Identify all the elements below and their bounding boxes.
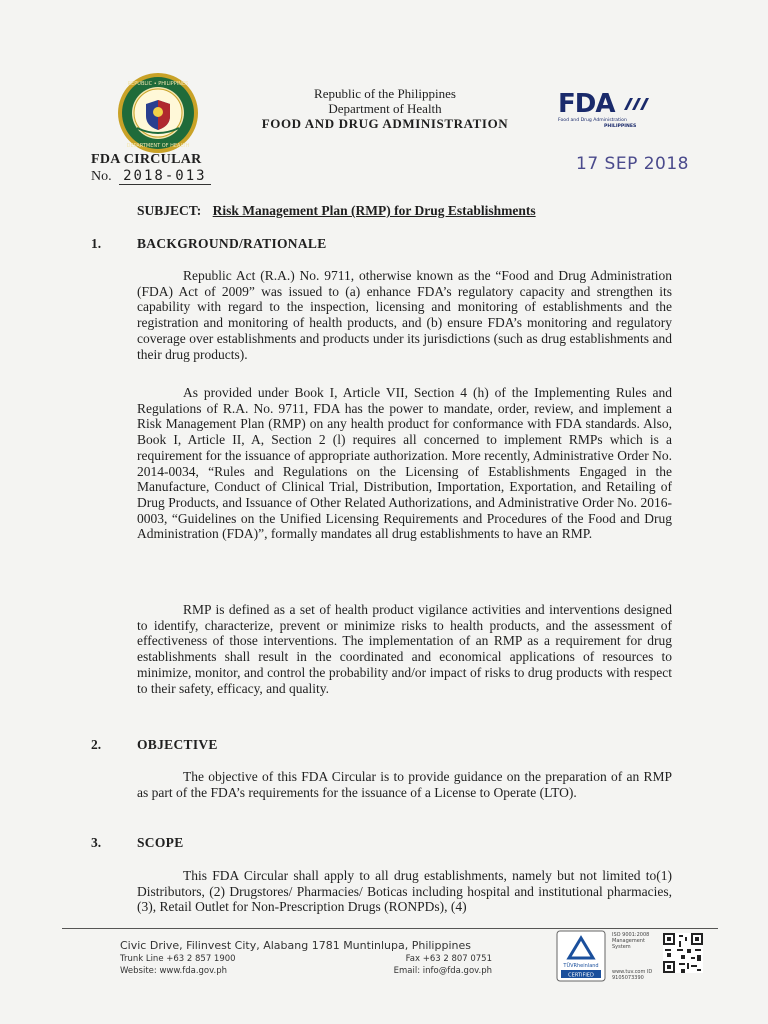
- section-number: 1.: [91, 236, 102, 251]
- header-republic: Republic of the Philippines: [314, 86, 456, 101]
- circular-label: FDA CIRCULAR: [91, 152, 202, 167]
- cert-url: www.tuv.com ID 9105073390: [612, 969, 653, 981]
- footer-contact: [120, 938, 492, 977]
- header-agency: FOOD AND DRUG ADMINISTRATION: [261, 116, 509, 131]
- circular-number: 2018-013: [119, 168, 210, 185]
- section-title: OBJECTIVE: [137, 737, 218, 752]
- footer-email: Email: info@fda.gov.ph: [393, 966, 492, 976]
- paragraph: As provided under Book I, Article VII, Section 4 (h) of the Implementing Rules and Regulations of R.A. No. 9711, FDA has the power to mandate, order, review, and implement a Risk Management Plan (RMP) on any health product for conformance with FDA standards. Also, Book I, Article II, A, Section 2 (l) requires all concerned to implement RMPs which is a requirement for the issuance of appropriate authorization. More recently, Administrative Order No. 2014-0034, “Rules and Regulations on the Licensing of Establishments Engaged in the Manufacture, Conduct of Clinical Trial, Distribution, Importation, Exportation, and Retailing of Drug Products, and Issuance of Other Related Authorizations, and Administrative Order No. 2016-0003, “Guidelines on the Unified Licensing Requirements and Procedures of the Food and Drug Administration (FDA)”, formally mandates all drug establishments to have an RMP.: [137, 385, 672, 542]
- fda-logo-icon: [556, 88, 656, 130]
- paragraph: This FDA Circular shall apply to all drug establishments, namely but not limited to(1) Distributors, (2) Drugstores/ Pharmacies/ Boticas including hospital and institutional pharmacies, (3), Retail Outlet for Non-Prescription Drugs (RONPDs), (4): [137, 868, 672, 915]
- footer-phone-row: [120, 953, 492, 965]
- svg-text:DEPARTMENT OF HEALTH: DEPARTMENT OF HEALTH: [126, 143, 190, 149]
- cert-brand: TÜVRheinland: [563, 963, 599, 969]
- fda-logo-sub1: Food and Drug Administration: [558, 118, 627, 123]
- tuv-certified-icon: [556, 930, 606, 982]
- paragraph: Republic Act (R.A.) No. 9711, otherwise known as the “Food and Drug Administration (FDA) Act of 2009” was issued to (a) enhance FDA’s regulatory capacity and strengthen its capability with regard to the inspection, licensing and monitoring of establishments and the registration and monitoring of health products, and (b) ensure FDA’s monitoring and regulatory coverage over establishments and products under its jurisdictions (such as drug establishments and their drug products).: [137, 268, 672, 362]
- subject-line: [137, 203, 536, 219]
- section-title: BACKGROUND/RATIONALE: [137, 236, 327, 251]
- iso-text: ISO 9001:2008 Management System: [612, 932, 650, 950]
- footer-fax: Fax +63 2 807 0751: [405, 954, 492, 964]
- agency-header: [230, 86, 540, 132]
- footer-trunk-line: Trunk Line +63 2 857 1900: [120, 954, 236, 964]
- section-number: 2.: [91, 737, 102, 752]
- footer-web-row: [120, 965, 492, 977]
- doh-seal-icon: [117, 72, 199, 154]
- circular-number-line: [91, 168, 211, 185]
- paragraph: The objective of this FDA Circular is to provide guidance on the preparation of an RMP as part of the FDA’s requirements for the issuance of a License to Operate (LTO).: [137, 769, 672, 800]
- circular-no-label: No.: [91, 169, 112, 184]
- subject-title: Risk Management Plan (RMP) for Drug Establishments: [212, 203, 536, 218]
- fda-logo-text: FDA: [558, 89, 615, 119]
- subject-label: SUBJECT:: [137, 203, 202, 218]
- fda-logo-sub2: PHILIPPINES: [604, 124, 637, 129]
- footer-website: Website: www.fda.gov.ph: [120, 966, 227, 976]
- header-department: Department of Health: [328, 101, 442, 116]
- footer-address: Civic Drive, Filinvest City, Alabang 1781 Muntinlupa, Philippines: [120, 939, 471, 952]
- section-number: 3.: [91, 835, 102, 850]
- date-stamp: 17 SEP 2018: [576, 154, 689, 174]
- svg-text:REPUBLIC • PHILIPPINES: REPUBLIC • PHILIPPINES: [127, 81, 189, 87]
- cert-label: CERTIFIED: [568, 972, 594, 979]
- section-title: SCOPE: [137, 835, 184, 850]
- qr-code-icon: [663, 933, 703, 973]
- paragraph: RMP is defined as a set of health product vigilance activities and interventions designed to identify, characterize, prevent or minimize risks to health products, and the assessment of effectiveness of those interventions. The implementation of an RMP as a requirement for drug establishments shall result in the coordinated and economical applications of resources to minimize, monitor, and control the probability and/or impact of risks to drug products with respect to their safety, efficacy, and quality.: [137, 602, 672, 696]
- footer-divider: [62, 928, 718, 929]
